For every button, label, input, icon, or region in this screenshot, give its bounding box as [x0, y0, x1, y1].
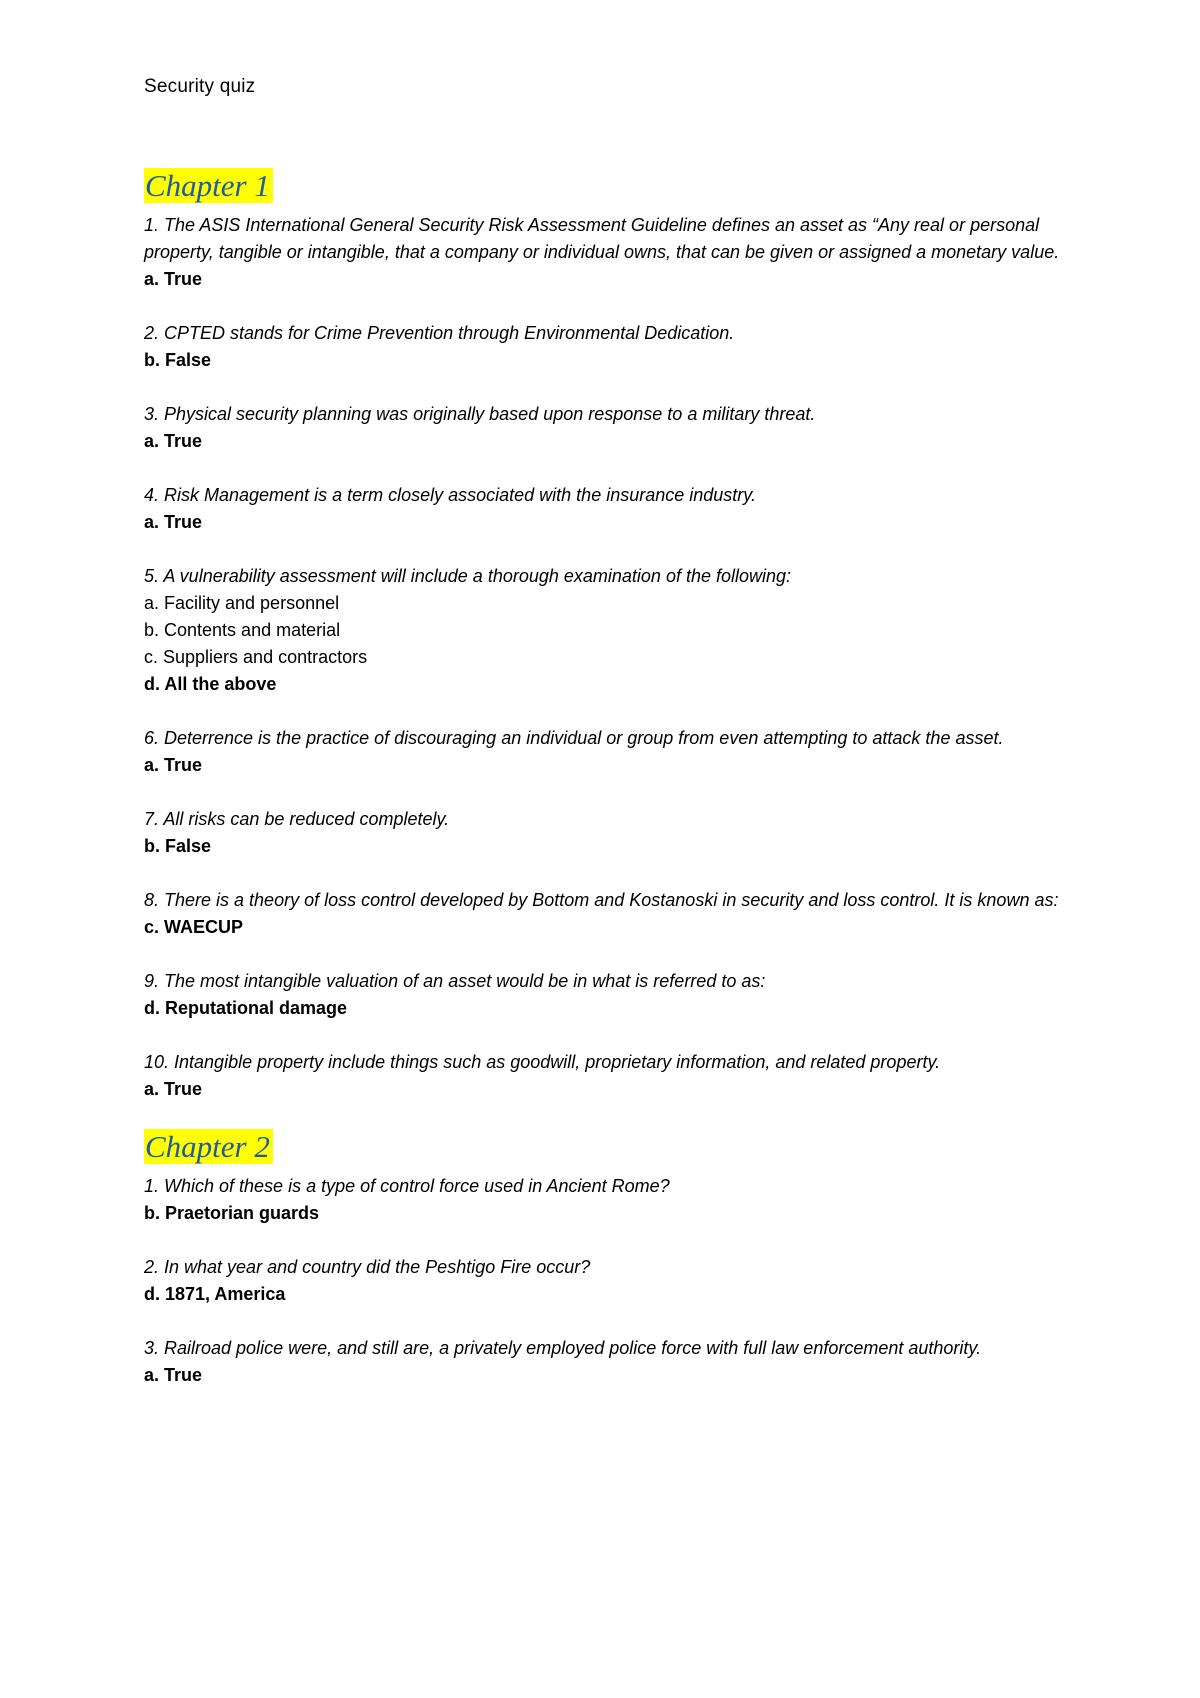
question-item [144, 482, 1074, 536]
question-text: 3. Railroad police were, and still are, a privately employed police force with full law enforcement authority. [144, 1338, 982, 1358]
answer-option: a. True [144, 269, 203, 289]
question-item [144, 212, 1074, 293]
question-item [144, 401, 1074, 455]
question-item [144, 1049, 1074, 1103]
question-text: 6. Deterrence is the practice of discouraging an individual or group from even attempting to attack the asset. [144, 728, 1004, 748]
question-item [144, 1254, 1074, 1308]
question-item [144, 968, 1074, 1022]
question-text: 2. CPTED stands for Crime Prevention through Environmental Dedication. [144, 323, 735, 343]
chapter-heading [144, 168, 1074, 204]
chapter-section [144, 1129, 1074, 1389]
question-text: 4. Risk Management is a term closely associated with the insurance industry. [144, 485, 756, 505]
chapter-title: Chapter 1 [144, 168, 273, 203]
answer-option: b. False [144, 836, 212, 856]
choice-option: a. Facility and personnel [144, 593, 340, 613]
answer-option: a. True [144, 431, 203, 451]
question-text: 8. There is a theory of loss control developed by Bottom and Kostanoski in security and loss control. It is known as: [144, 890, 1059, 910]
question-item [144, 1335, 1074, 1389]
document-body [144, 74, 1074, 1389]
choice-option: c. Suppliers and contractors [144, 647, 368, 667]
question-text: 2. In what year and country did the Peshtigo Fire occur? [144, 1257, 591, 1277]
question-text: 1. The ASIS International General Security Risk Assessment Guideline defines an asset as “Any real or personal property, tangible or intangible, that a company or individual owns, that can be given or assigned a monetary value. [144, 215, 1060, 262]
chapters-container [144, 168, 1074, 1389]
document-header: Security quiz [144, 76, 256, 97]
choice-option: b. Contents and material [144, 620, 341, 640]
answer-option: c. WAECUP [144, 917, 244, 937]
question-item [144, 806, 1074, 860]
question-item [144, 1173, 1074, 1227]
answer-option: a. True [144, 512, 203, 532]
question-item [144, 320, 1074, 374]
question-text: 10. Intangible property include things such as goodwill, proprietary information, and related property. [144, 1052, 941, 1072]
answer-option: a. True [144, 755, 203, 775]
question-text: 5. A vulnerability assessment will include a thorough examination of the following: [144, 566, 792, 586]
chapter-section [144, 168, 1074, 1103]
answer-option: d. Reputational damage [144, 998, 348, 1018]
answer-option: b. Praetorian guards [144, 1203, 320, 1223]
chapter-title: Chapter 2 [144, 1129, 273, 1164]
answer-option: d. 1871, America [144, 1284, 286, 1304]
answer-option: b. False [144, 350, 212, 370]
question-item [144, 563, 1074, 698]
question-item [144, 887, 1074, 941]
answer-option: d. All the above [144, 674, 277, 694]
question-text: 9. The most intangible valuation of an asset would be in what is referred to as: [144, 971, 766, 991]
question-text: 7. All risks can be reduced completely. [144, 809, 450, 829]
answer-option: a. True [144, 1365, 203, 1385]
question-text: 1. Which of these is a type of control force used in Ancient Rome? [144, 1176, 670, 1196]
answer-option: a. True [144, 1079, 203, 1099]
question-text: 3. Physical security planning was originally based upon response to a military threat. [144, 404, 816, 424]
question-item [144, 725, 1074, 779]
chapter-heading [144, 1129, 1074, 1165]
